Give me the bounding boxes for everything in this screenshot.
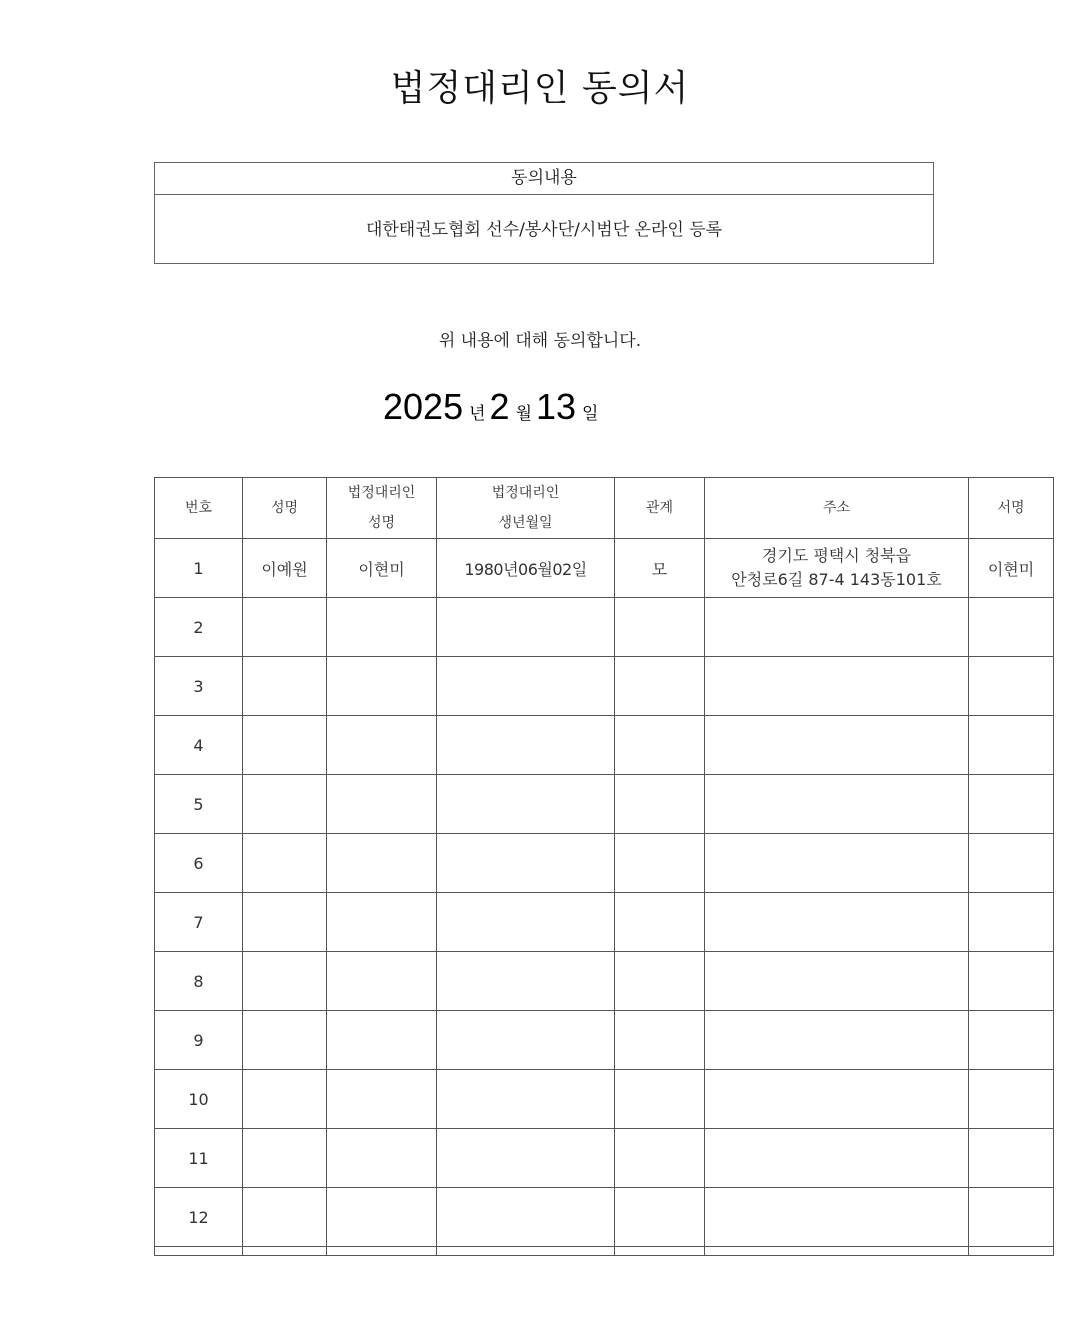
cell-guardian-name	[327, 598, 437, 657]
cell-relation: 모	[615, 539, 705, 598]
cell-address	[705, 952, 969, 1011]
cell-empty	[437, 1247, 615, 1256]
cell-signature	[969, 1011, 1054, 1070]
cell-name	[243, 716, 327, 775]
cell-guardian-dob	[437, 598, 615, 657]
cell-no: 7	[155, 893, 243, 952]
cell-empty	[327, 1247, 437, 1256]
header-signature: 서명	[969, 478, 1054, 539]
cell-relation	[615, 893, 705, 952]
cell-address	[705, 1070, 969, 1129]
cell-name	[243, 1188, 327, 1247]
date-month-unit: 월	[515, 404, 532, 424]
cell-no: 6	[155, 834, 243, 893]
cell-relation	[615, 834, 705, 893]
cell-signature	[969, 657, 1054, 716]
date-day-unit: 일	[582, 404, 599, 424]
header-address: 주소	[705, 478, 969, 539]
cell-empty	[969, 1247, 1054, 1256]
cell-name	[243, 775, 327, 834]
cell-no: 3	[155, 657, 243, 716]
cell-name	[243, 1070, 327, 1129]
cell-address	[705, 893, 969, 952]
cell-address	[705, 1188, 969, 1247]
cell-guardian-dob	[437, 716, 615, 775]
cell-guardian-name	[327, 775, 437, 834]
cell-guardian-name	[327, 1070, 437, 1129]
cell-address	[705, 1011, 969, 1070]
cell-signature	[969, 893, 1054, 952]
cell-address	[705, 1129, 969, 1188]
cell-empty	[155, 1247, 243, 1256]
cell-signature	[969, 1188, 1054, 1247]
cell-guardian-name	[327, 1188, 437, 1247]
cell-address	[705, 775, 969, 834]
cell-address	[705, 657, 969, 716]
cell-no: 5	[155, 775, 243, 834]
cell-relation	[615, 775, 705, 834]
table-row	[155, 539, 1054, 598]
cell-address-line1: 경기도 평택시 청북읍	[761, 546, 912, 565]
consent-box	[154, 162, 934, 264]
cell-signature	[969, 775, 1054, 834]
cell-no: 10	[155, 1070, 243, 1129]
cell-relation	[615, 716, 705, 775]
cell-no: 2	[155, 598, 243, 657]
cell-empty	[243, 1247, 327, 1256]
table-row	[155, 834, 1054, 893]
cell-name: 이예원	[243, 539, 327, 598]
table-row	[155, 1129, 1054, 1188]
cell-address	[705, 539, 969, 598]
consent-header: 동의내용	[155, 163, 933, 195]
table-row	[155, 657, 1054, 716]
cell-no: 1	[155, 539, 243, 598]
document-title: 법정대리인 동의서	[390, 68, 690, 109]
cell-guardian-dob	[437, 893, 615, 952]
cell-guardian-dob	[437, 657, 615, 716]
cell-signature	[969, 834, 1054, 893]
cell-name	[243, 952, 327, 1011]
header-no: 번호	[155, 478, 243, 539]
header-guardian-name	[327, 478, 437, 539]
consent-body: 대한태권도협회 선수/봉사단/시범단 온라인 등록	[365, 220, 723, 240]
header-guardian-name-line1: 법정대리인	[347, 485, 416, 501]
cell-signature	[969, 952, 1054, 1011]
date-year: 2025	[383, 386, 464, 427]
cell-no: 9	[155, 1011, 243, 1070]
cell-name	[243, 1011, 327, 1070]
cell-relation	[615, 657, 705, 716]
agree-statement: 위 내용에 대해 동의합니다.	[438, 331, 642, 351]
cell-relation	[615, 1188, 705, 1247]
cell-guardian-dob	[437, 775, 615, 834]
cell-guardian-dob	[437, 1070, 615, 1129]
cell-guardian-dob	[437, 1129, 615, 1188]
table-row	[155, 775, 1054, 834]
date-month: 2	[489, 386, 510, 427]
table-row	[155, 952, 1054, 1011]
cell-address	[705, 598, 969, 657]
cell-address-line2: 안청로6길 87-4 143동101호	[731, 570, 942, 589]
cell-name	[243, 1129, 327, 1188]
registration-table	[154, 477, 1054, 1256]
table-row-cut-off	[155, 1247, 1054, 1256]
cell-guardian-name: 이현미	[327, 539, 437, 598]
cell-guardian-name	[327, 1129, 437, 1188]
table-row	[155, 1070, 1054, 1129]
table-row	[155, 1188, 1054, 1247]
cell-guardian-name	[327, 1011, 437, 1070]
cell-address	[705, 834, 969, 893]
cell-name	[243, 598, 327, 657]
table-row	[155, 893, 1054, 952]
cell-guardian-name	[327, 657, 437, 716]
cell-name	[243, 893, 327, 952]
cell-guardian-dob	[437, 952, 615, 1011]
cell-empty	[705, 1247, 969, 1256]
header-guardian-name-line2: 성명	[367, 515, 396, 531]
cell-no: 4	[155, 716, 243, 775]
cell-signature	[969, 1129, 1054, 1188]
cell-relation	[615, 1011, 705, 1070]
cell-signature	[969, 598, 1054, 657]
cell-no: 8	[155, 952, 243, 1011]
cell-no: 11	[155, 1129, 243, 1188]
cell-name	[243, 657, 327, 716]
header-guardian-dob-line1: 법정대리인	[491, 485, 560, 501]
cell-guardian-name	[327, 834, 437, 893]
cell-guardian-name	[327, 952, 437, 1011]
cell-signature	[969, 716, 1054, 775]
date-year-unit: 년	[469, 404, 486, 424]
cell-signature: 이현미	[969, 539, 1054, 598]
header-name: 성명	[243, 478, 327, 539]
header-guardian-dob-line2: 생년월일	[498, 515, 553, 531]
table-row	[155, 1011, 1054, 1070]
cell-name	[243, 834, 327, 893]
date-day: 13	[536, 386, 577, 427]
cell-guardian-dob	[437, 1188, 615, 1247]
cell-guardian-name	[327, 716, 437, 775]
table-row	[155, 716, 1054, 775]
cell-no: 12	[155, 1188, 243, 1247]
table-row	[155, 598, 1054, 657]
cell-relation	[615, 952, 705, 1011]
cell-relation	[615, 598, 705, 657]
cell-relation	[615, 1070, 705, 1129]
header-relation: 관계	[615, 478, 705, 539]
signing-date	[383, 386, 602, 442]
table-header-row	[155, 478, 1054, 539]
cell-guardian-name	[327, 893, 437, 952]
cell-guardian-dob: 1980년06월02일	[437, 539, 615, 598]
cell-signature	[969, 1070, 1054, 1129]
cell-empty	[615, 1247, 705, 1256]
cell-relation	[615, 1129, 705, 1188]
cell-address	[705, 716, 969, 775]
header-guardian-dob	[437, 478, 615, 539]
cell-guardian-dob	[437, 834, 615, 893]
cell-guardian-dob	[437, 1011, 615, 1070]
